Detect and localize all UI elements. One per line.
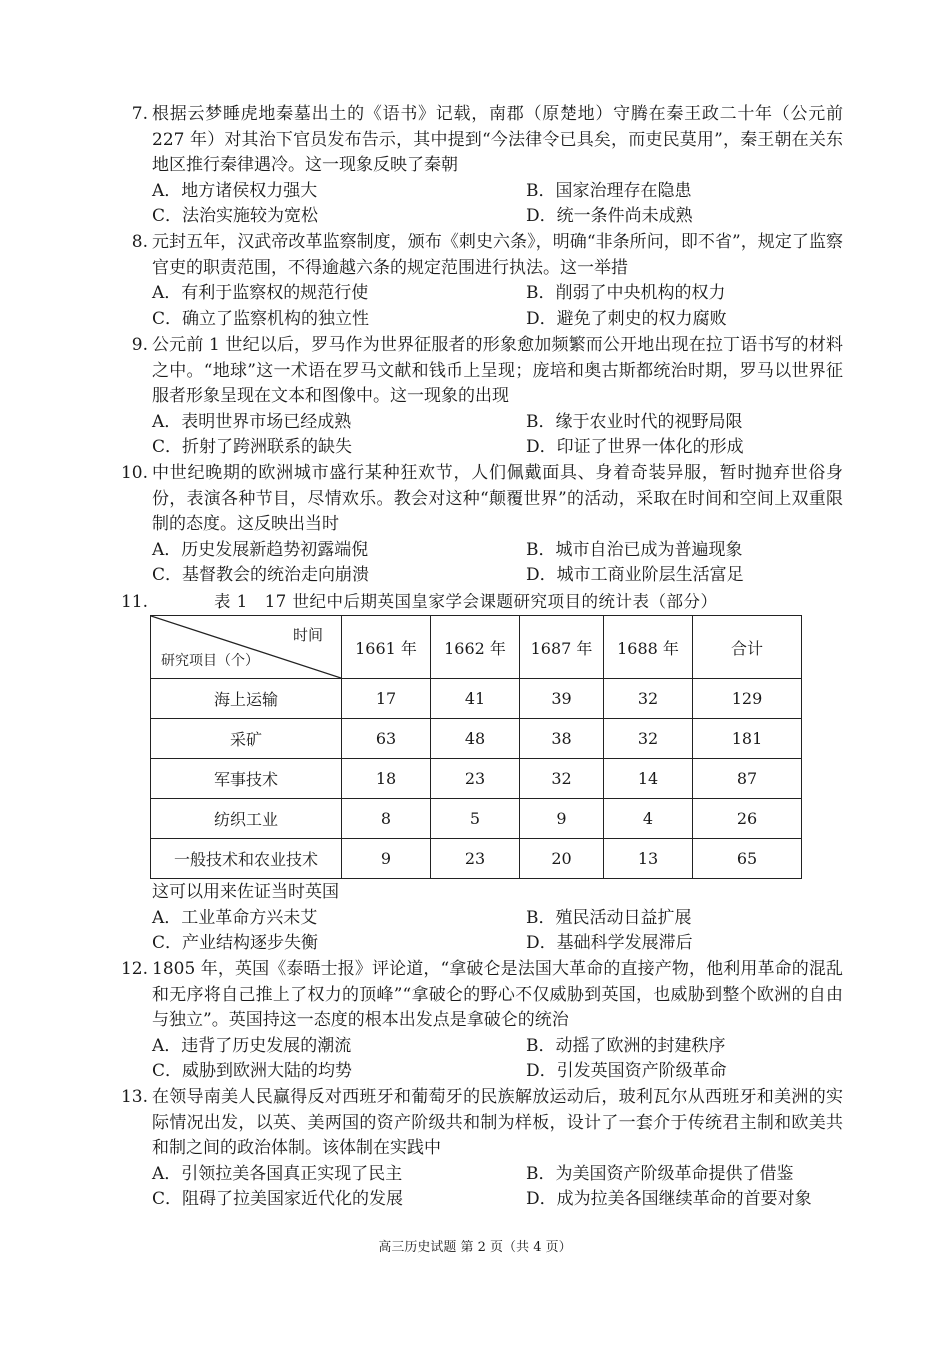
column-header: 1662 年 — [431, 616, 520, 679]
option-c: C．产业结构逐步失衡 — [152, 933, 319, 953]
options — [118, 179, 843, 230]
column-header: 1687 年 — [520, 616, 604, 679]
question-number: 7. — [131, 104, 148, 124]
column-header: 合计 — [693, 616, 802, 679]
table-cell: 41 — [431, 679, 520, 719]
question-number: 13. — [120, 1087, 148, 1107]
options — [118, 906, 843, 957]
column-header: 1688 年 — [604, 616, 693, 679]
options — [118, 1034, 843, 1085]
question-number: 10. — [120, 463, 148, 483]
table-cell: 63 — [342, 719, 431, 759]
stem-text: 在领导南美人民赢得反对西班牙和葡萄牙的民族解放运动后，玻利瓦尔从西班牙和美洲的实际情况出发，以英、美两国的资产阶级共和制为样板，设计了一套介于传统君主制和欧美共和制之间的政治体制。该体制在实践中 — [152, 1087, 843, 1158]
stem-text: 1805 年，英国《泰晤士报》评论道，“拿破仑是法国大革命的直接产物，他利用革命的混乱和无序将自己推上了权力的顶峰”“拿破仑的野心不仅威胁到英国，也威胁到整个欧洲的自由与独立”。英国持这一态度的根本出发点是拿破仑的统治 — [152, 959, 843, 1030]
table-row — [151, 799, 802, 839]
question-number: 9. — [131, 335, 148, 355]
table-cell: 9 — [342, 839, 431, 879]
row-label: 海上运输 — [151, 679, 342, 719]
corner-top-label: 时间 — [292, 626, 323, 644]
option-a: A．历史发展新趋势初露端倪 — [152, 539, 369, 560]
option-b: B．动摇了欧洲的封建秩序 — [526, 1035, 726, 1056]
table-cell: 26 — [693, 799, 802, 839]
table-cell: 23 — [431, 839, 520, 879]
option-c: C．法治实施较为宽松 — [152, 206, 319, 226]
table-cell: 32 — [604, 719, 693, 759]
question-stem — [118, 880, 843, 906]
option-b: B．缘于农业时代的视野局限 — [526, 411, 743, 432]
table-row — [151, 759, 802, 799]
table-cell: 32 — [604, 679, 693, 719]
table-cell: 65 — [693, 839, 802, 879]
table-cell: 181 — [693, 719, 802, 759]
table-cell: 14 — [604, 759, 693, 799]
stem-text: 根据云梦睡虎地秦墓出土的《语书》记载，南郡（原楚地）守腾在秦王政二十年（公元前 227 年）对其治下官员发布告示，其中提到“今法律令已具矣，而吏民莫用”，秦王朝在关东地区推行秦律遇冷。这一现象反映了秦朝 — [152, 104, 843, 175]
question-number: 12. — [120, 959, 148, 979]
question-12 — [118, 957, 843, 1085]
option-a: A．违背了历史发展的潮流 — [152, 1035, 352, 1056]
table-cell: 5 — [431, 799, 520, 839]
table-row — [151, 839, 802, 879]
table-cell: 13 — [604, 839, 693, 879]
question-9 — [118, 333, 843, 461]
row-label: 一般技术和农业技术 — [151, 839, 342, 879]
options — [118, 281, 843, 332]
table-cell: 20 — [520, 839, 604, 879]
question-10 — [118, 461, 843, 589]
row-label: 纺织工业 — [151, 799, 342, 839]
table-row — [151, 679, 802, 719]
option-b: B．殖民活动日益扩展 — [526, 907, 692, 928]
option-d: D．印证了世界一体化的形成 — [526, 437, 744, 457]
question-13 — [118, 1085, 843, 1213]
table-cell: 8 — [342, 799, 431, 839]
option-c: C．阻碍了拉美国家近代化的发展 — [152, 1189, 404, 1209]
options — [118, 538, 843, 589]
table-row — [151, 719, 802, 759]
table-cell: 32 — [520, 759, 604, 799]
table-title: 表 1 17 世纪中后期英国皇家学会课题研究项目的统计表（部分） — [214, 592, 718, 611]
page-footer: 高三历史试题 第 2 页（共 4 页） — [378, 1240, 572, 1255]
stem-text: 公元前 1 世纪以后，罗马作为世界征服者的形象愈加频繁而公开地出现在拉丁语书写的材料之中。“地球”这一术语在罗马文献和钱币上呈现；庞培和奥古斯都统治时期，罗马以世界征服者形象呈现在文本和图像中。这一现象的出现 — [152, 335, 843, 406]
stem-text: 这可以用来佐证当时英国 — [152, 882, 339, 902]
table-cell: 9 — [520, 799, 604, 839]
option-b: B．削弱了中央机构的权力 — [526, 283, 726, 303]
table-cell: 18 — [342, 759, 431, 799]
table-cell: 38 — [520, 719, 604, 759]
question-8 — [118, 230, 843, 332]
option-c: C．基督教会的统治走向崩溃 — [152, 565, 370, 585]
table-cell: 39 — [520, 679, 604, 719]
question-stem — [118, 333, 843, 410]
question-stem — [118, 461, 843, 538]
option-b: B．城市自治已成为普遍现象 — [526, 539, 743, 560]
question-number: 8. — [131, 232, 148, 252]
option-d: D．基础科学发展滞后 — [526, 933, 693, 953]
corner-bottom-label: 研究项目（个） — [161, 653, 259, 669]
option-c: C．确立了监察机构的独立性 — [152, 308, 370, 329]
question-stem — [118, 230, 843, 281]
option-a: A．表明世界市场已经成熟 — [152, 411, 352, 432]
question-7 — [118, 102, 843, 230]
question-stem — [118, 957, 843, 1034]
option-c: C．折射了跨洲联系的缺失 — [152, 437, 353, 457]
option-a: A．地方诸侯权力强大 — [152, 180, 318, 201]
table-cell: 129 — [693, 679, 802, 719]
row-label: 军事技术 — [151, 759, 342, 799]
table-cell: 48 — [431, 719, 520, 759]
question-stem — [118, 1085, 843, 1162]
stem-text: 元封五年，汉武帝改革监察制度，颁布《刺史六条》，明确“非条所问，即不省”，规定了监察官吏的职责范围，不得逾越六条的规定范围进行执法。这一举措 — [152, 232, 843, 278]
option-d: D．统一条件尚未成熟 — [526, 206, 693, 226]
option-d: D．城市工商业阶层生活富足 — [526, 565, 744, 585]
table-cell: 23 — [431, 759, 520, 799]
stem-text: 中世纪晚期的欧洲城市盛行某种狂欢节，人们佩戴面具、身着奇装异服，暂时抛弃世俗身份，表演各种节目，尽情欢乐。教会对这种“颠覆世界”的活动，采取在时间和空间上双重限制的态度。这反映出当时 — [152, 463, 843, 534]
table-cell: 17 — [342, 679, 431, 719]
table-cell: 87 — [693, 759, 802, 799]
option-d: D．避免了刺史的权力腐败 — [526, 308, 727, 329]
row-label: 采矿 — [151, 719, 342, 759]
column-header: 1661 年 — [342, 616, 431, 679]
option-a: A．有利于监察权的规范行使 — [152, 283, 369, 303]
options — [118, 1162, 843, 1213]
question-number: 11. — [120, 592, 148, 612]
option-b: B．国家治理存在隐患 — [526, 180, 692, 201]
option-a: A．工业革命方兴未艾 — [152, 907, 318, 928]
option-c: C．威胁到欧洲大陆的均势 — [152, 1061, 353, 1081]
option-b: B．为美国资产阶级革命提供了借鉴 — [526, 1163, 794, 1184]
option-a: A．引领拉美各国真正实现了民主 — [152, 1163, 403, 1184]
stats-table — [150, 615, 802, 879]
table-cell: 4 — [604, 799, 693, 839]
table-corner-cell — [151, 616, 342, 679]
option-d: D．成为拉美各国继续革命的首要对象 — [526, 1189, 812, 1209]
options — [118, 410, 843, 461]
question-11-body — [118, 880, 843, 957]
option-d: D．引发英国资产阶级革命 — [526, 1061, 727, 1081]
question-stem — [118, 102, 843, 179]
